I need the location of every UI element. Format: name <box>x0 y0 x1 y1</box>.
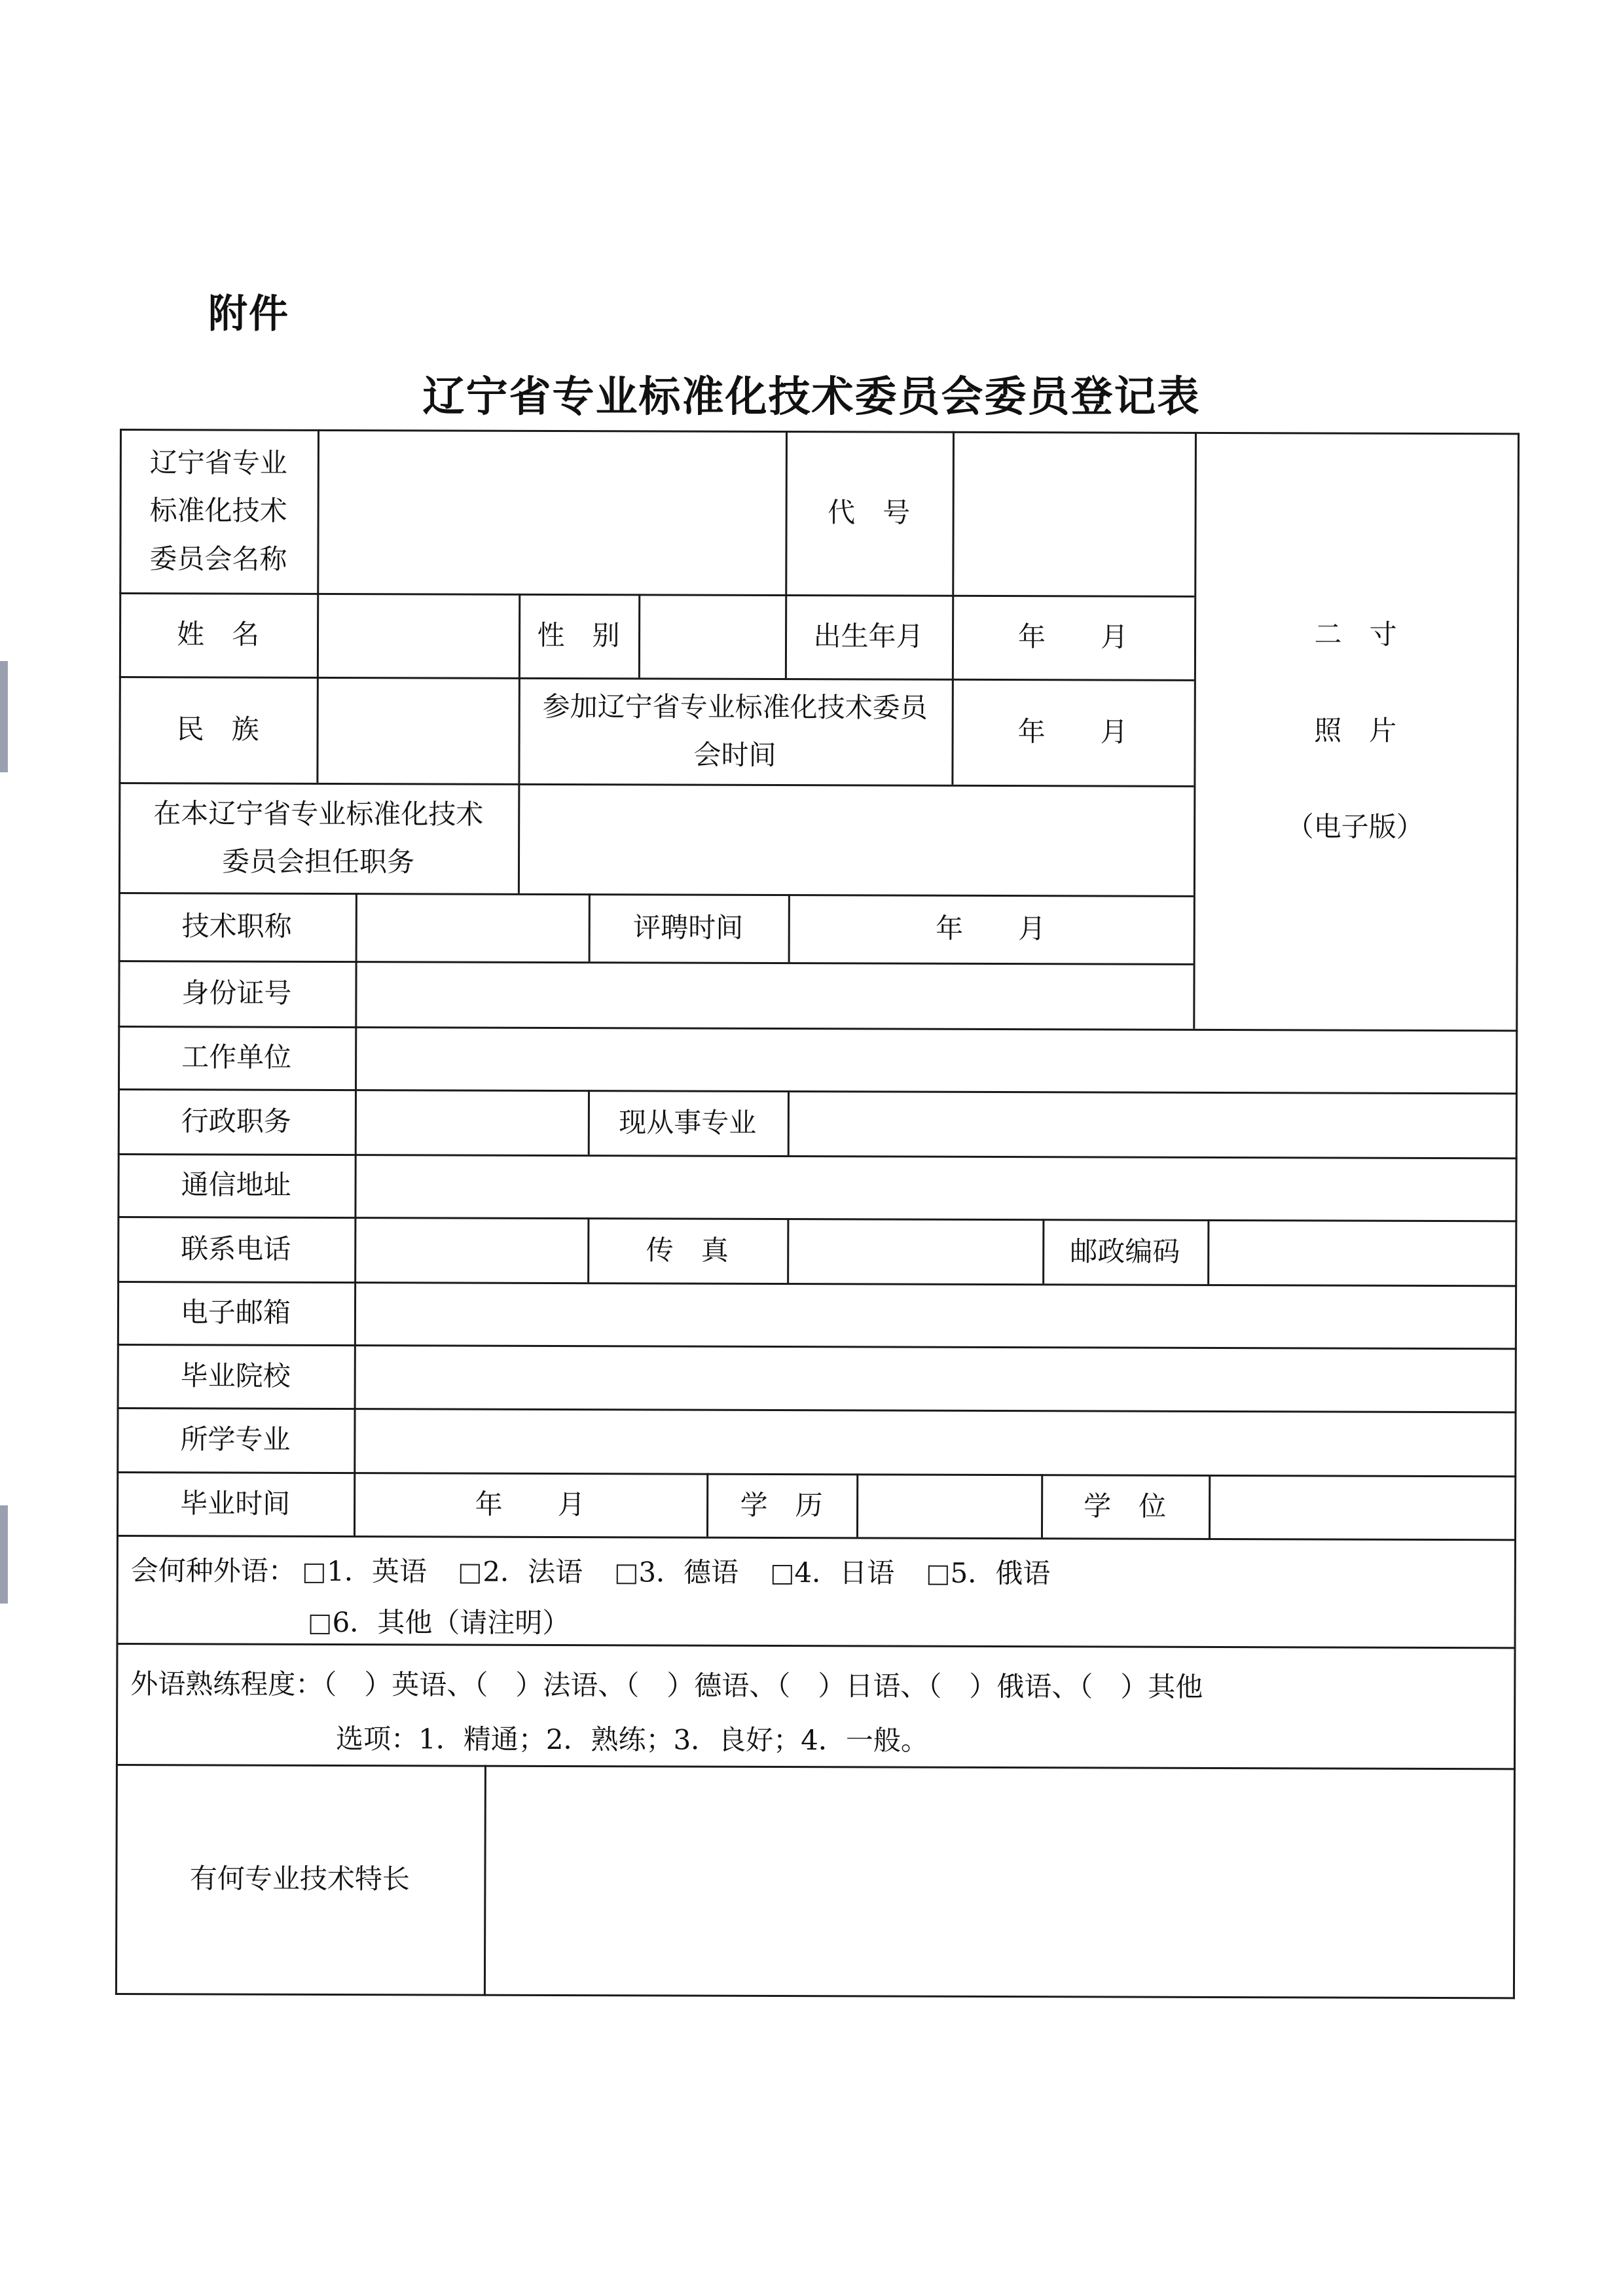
option-english: 1．英语 <box>327 1554 428 1588</box>
phone-label: 联系电话 <box>181 1232 291 1265</box>
join-time-label: 参加辽宁省专业标准化技术委员 会时间 <box>542 690 928 771</box>
major-label: 所学专业 <box>180 1423 291 1456</box>
birth-year-month: 年 月 <box>1017 620 1129 653</box>
option-other: 6．其他（请注明） <box>332 1605 570 1640</box>
option-russian: 5．俄语 <box>950 1556 1051 1590</box>
registration-form <box>115 429 1520 1999</box>
gender-label: 性 别 <box>537 619 620 652</box>
admin-post-label: 行政职务 <box>181 1105 291 1138</box>
language-options-line2 <box>310 1601 570 1641</box>
expertise-label: 有何专业技术特长 <box>189 1862 410 1895</box>
scan-edge-mark <box>0 661 8 772</box>
checkbox-japanese[interactable] <box>772 1565 792 1585</box>
checkbox-french[interactable] <box>460 1564 480 1584</box>
scan-edge-mark <box>0 1505 8 1604</box>
checkbox-german[interactable] <box>616 1564 636 1584</box>
option-german: 3．德语 <box>638 1556 739 1588</box>
appoint-year-month: 年 月 <box>936 912 1046 945</box>
proficiency-options: 选项：1．精通；2．熟练；3．良好；4．一般。 <box>335 1722 929 1757</box>
birth-label: 出生年月 <box>813 620 924 653</box>
education-label: 学 历 <box>740 1488 823 1521</box>
checkbox-other[interactable] <box>310 1615 330 1634</box>
checkbox-russian[interactable] <box>928 1566 948 1585</box>
grad-time-label: 毕业时间 <box>180 1487 291 1520</box>
proficiency-items: （ ）英语、（ ）法语、（ ）德语、（ ）日语、（ ）俄语、（ ）其他 <box>323 1668 1203 1703</box>
join-year-month: 年 月 <box>1017 715 1128 748</box>
committee-position-label: 在本辽宁省专业标准化技术 委员会担任职务 <box>153 797 484 878</box>
current-specialty-label: 现从事专业 <box>619 1106 757 1139</box>
address-label: 通信地址 <box>181 1168 291 1202</box>
photo-placeholder: 二 寸 照 片 （电子版） <box>1286 618 1424 844</box>
employer-label: 工作单位 <box>181 1041 292 1074</box>
proficiency-label: 外语熟练程度： <box>130 1668 323 1700</box>
ethnicity-label: 民 族 <box>176 713 259 745</box>
school-label: 毕业院校 <box>180 1359 291 1392</box>
option-french: 2．法语 <box>483 1555 583 1588</box>
language-options-line1 <box>131 1549 1076 1591</box>
code-label: 代 号 <box>828 496 911 529</box>
email-label: 电子邮箱 <box>180 1296 291 1329</box>
name-label: 姓 名 <box>176 618 260 651</box>
form-title: 辽宁省专业标准化技术委员会委员登记表 <box>422 373 1201 422</box>
committee-name-label: 辽宁省专业 标准化技术 委员会名称 <box>149 446 287 575</box>
grad-year-month: 年 月 <box>475 1488 585 1520</box>
title-rank-label: 技术职称 <box>181 910 292 943</box>
appoint-time-label: 评聘时间 <box>633 911 744 944</box>
option-japanese: 4．日语 <box>794 1556 895 1589</box>
proficiency-line <box>130 1662 1203 1705</box>
id-number-label: 身份证号 <box>181 977 292 1010</box>
degree-label: 学 位 <box>1084 1490 1167 1522</box>
checkbox-english[interactable] <box>304 1564 324 1583</box>
languages-label: 会何种外语： <box>130 1554 296 1587</box>
postcode-label: 邮政编码 <box>1070 1235 1180 1268</box>
attachment-label: 附件 <box>208 291 289 337</box>
fax-label: 传 真 <box>646 1234 729 1266</box>
